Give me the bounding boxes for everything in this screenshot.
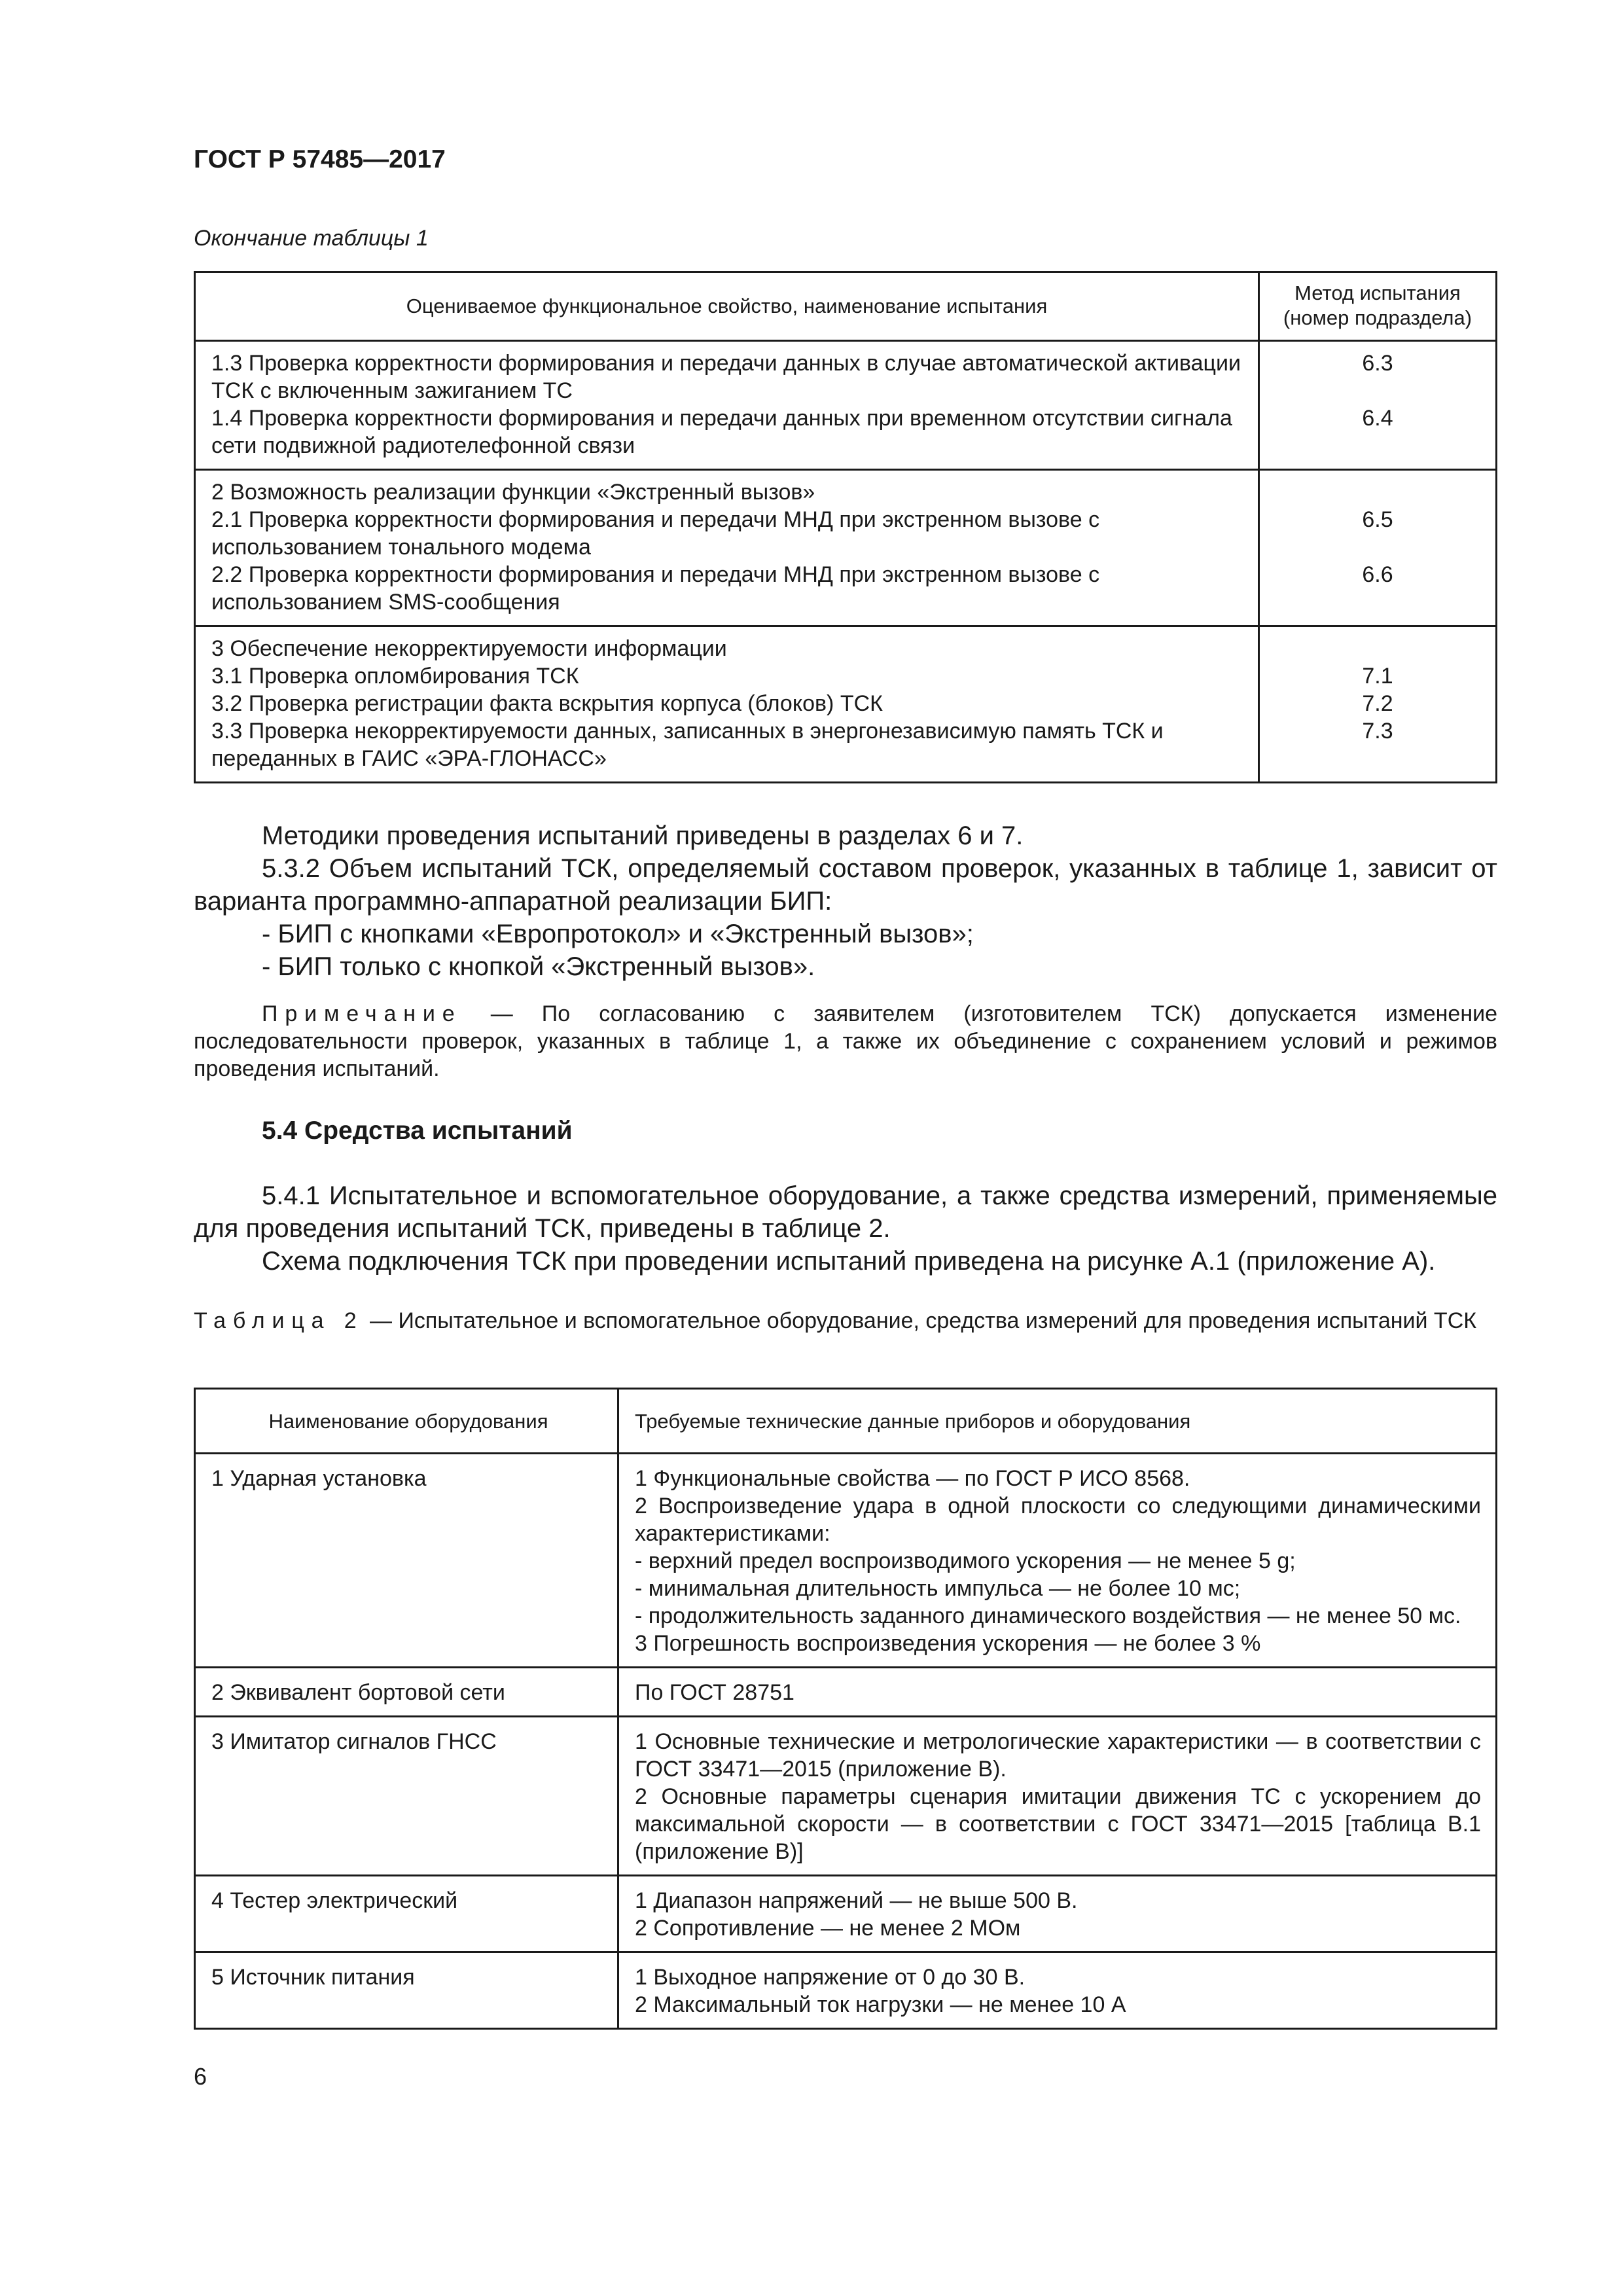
table-row	[195, 470, 1497, 626]
spec-line: 3 Погрешность воспроизведения ускорения — не более 3 %	[635, 1631, 1261, 1656]
table-row	[195, 1668, 1497, 1717]
spec-line: 1 Основные технические и метрологические характеристики — в соответствии с ГОСТ 33471—2015 (приложение В).	[635, 1729, 1481, 1782]
method-7-1: 7.1	[1362, 664, 1393, 689]
method-6-5: 6.5	[1362, 507, 1393, 532]
table1-group1-text	[195, 341, 1259, 470]
spec-line: 2 Максимальный ток нагрузки — не менее 10 А	[635, 1992, 1126, 2017]
table1-item-3-1: 3.1 Проверка опломбирования ТСК	[211, 664, 579, 689]
table1-item-1-4: 1.4 Проверка корректности формирования и передачи данных при временном отсутствии сигнала сети подвижной радиотелефонной связи	[211, 406, 1232, 458]
method-7-2: 7.2	[1362, 691, 1393, 716]
table-row	[195, 1952, 1497, 2029]
spec-line: 2 Сопротивление — не менее 2 МОм	[635, 1916, 1021, 1941]
table1-group3-methods	[1259, 626, 1497, 783]
table1-group2-text	[195, 470, 1259, 626]
spec-line: 2 Воспроизведение удара в одной плоскости со следующими динамическими характеристиками:	[635, 1494, 1481, 1546]
table-2	[194, 1388, 1497, 2030]
table1-col2-header-line2: (номер подраздела)	[1283, 306, 1472, 329]
equipment-specs	[618, 1454, 1497, 1668]
table-row	[195, 341, 1497, 470]
equipment-name: 2 Эквивалент бортовой сети	[195, 1668, 618, 1717]
table2-caption-label: Таблица 2	[194, 1308, 364, 1333]
table1-group3-title: 3 Обеспечение некорректируемости информации	[211, 636, 727, 661]
equipment-specs	[618, 1717, 1497, 1876]
spec-line: - продолжительность заданного динамического воздействия — не менее 50 мс.	[635, 1604, 1461, 1628]
equipment-name: 3 Имитатор сигналов ГНСС	[195, 1717, 618, 1876]
equipment-specs	[618, 1668, 1497, 1717]
spec-line: - верхний предел воспроизводимого ускорения — не менее 5 g;	[635, 1549, 1296, 1573]
bullet-item-1: - БИП с кнопками «Европротокол» и «Экстренный вызов»;	[262, 920, 974, 948]
paragraph-scheme: Схема подключения ТСК при проведении испытаний приведена на рисунке А.1 (приложение А).	[262, 1247, 1436, 1276]
table1-group1-methods	[1259, 341, 1497, 470]
table-1	[194, 271, 1497, 783]
equipment-name: 5 Источник питания	[195, 1952, 618, 2029]
method-6-4: 6.4	[1362, 406, 1393, 431]
bullet-item-2: - БИП только с кнопкой «Экстренный вызов».	[262, 952, 815, 981]
paragraph-5-3-2: 5.3.2 Объем испытаний ТСК, определяемый составом проверок, указанных в таблице 1, зависит от варианта программно-аппаратной реализации БИП:	[194, 854, 1497, 916]
section-5-4-title: 5.4 Средства испытаний	[262, 1117, 573, 1145]
table1-group2-methods	[1259, 470, 1497, 626]
table1-item-3-3: 3.3 Проверка некорректируемости данных, записанных в энергонезависимую память ТСК и переданных в ГАИС «ЭРА-ГЛОНАСС»	[211, 719, 1164, 771]
table1-group3-text	[195, 626, 1259, 783]
table1-group2-title: 2 Возможность реализации функции «Экстренный вызов»	[211, 480, 815, 505]
table1-item-1-3: 1.3 Проверка корректности формирования и передачи данных в случае автоматической активации ТСК с включенным зажиганием ТС	[211, 351, 1241, 403]
table1-continuation-label: Окончание таблицы 1	[194, 226, 429, 251]
paragraph-methods: Методики проведения испытаний приведены в разделах 6 и 7.	[262, 821, 1024, 850]
paragraph-5-4-1: 5.4.1 Испытательное и вспомогательное оборудование, а также средства измерений, применяемые для проведения испытаний ТСК, приведены в таблице 2.	[194, 1181, 1497, 1243]
document-code: ГОСТ Р 57485—2017	[194, 145, 446, 173]
table2-col2-header: Требуемые технические данные приборов и оборудования	[618, 1389, 1497, 1454]
method-6-3: 6.3	[1362, 351, 1393, 376]
note	[194, 1000, 1497, 1083]
method-6-6: 6.6	[1362, 562, 1393, 587]
table-row	[195, 1717, 1497, 1876]
table2-header-row	[195, 1389, 1497, 1454]
note-label: Примечание	[262, 1001, 462, 1026]
table1-item-3-2: 3.2 Проверка регистрации факта вскрытия корпуса (блоков) ТСК	[211, 691, 883, 716]
table2-caption-text: — Испытательное и вспомогательное оборудование, средства измерений для проведения испытаний ТСК	[363, 1308, 1477, 1333]
table-row	[195, 626, 1497, 783]
table1-col2-header	[1259, 272, 1497, 341]
table2-caption	[194, 1306, 1497, 1335]
table-row	[195, 1876, 1497, 1952]
page-number: 6	[194, 2063, 207, 2090]
table-row	[195, 1454, 1497, 1668]
spec-line: - минимальная длительность импульса — не более 10 мс;	[635, 1576, 1241, 1601]
spec-line: По ГОСТ 28751	[635, 1680, 794, 1705]
spec-line: 1 Диапазон напряжений — не выше 500 В.	[635, 1888, 1078, 1913]
method-7-3: 7.3	[1362, 719, 1393, 744]
table2-col1-header: Наименование оборудования	[195, 1389, 618, 1454]
table1-header-row	[195, 272, 1497, 341]
table1-item-2-1: 2.1 Проверка корректности формирования и передачи МНД при экстренном вызове с использованием тонального модема	[211, 507, 1100, 560]
spec-line: 1 Выходное напряжение от 0 до 30 В.	[635, 1965, 1026, 1990]
table1-col1-header: Оцениваемое функциональное свойство, наименование испытания	[195, 272, 1259, 341]
note-text: — По согласованию с заявителем (изготовителем ТСК) допускается изменение последовательности проверок, указанных в таблице 1, а также их объединение с сохранением условий и режимов проведения испытаний.	[194, 1001, 1497, 1081]
equipment-specs	[618, 1952, 1497, 2029]
spec-line: 2 Основные параметры сценария имитации движения ТС с ускорением до максимальной скорости — в соответствии с ГОСТ 33471—2015 [таблица В.1 (приложение В)]	[635, 1784, 1481, 1864]
spec-line: 1 Функциональные свойства — по ГОСТ Р ИСО 8568.	[635, 1466, 1190, 1491]
equipment-name: 1 Ударная установка	[195, 1454, 618, 1668]
table1-item-2-2: 2.2 Проверка корректности формирования и передачи МНД при экстренном вызове с использованием SMS-сообщения	[211, 562, 1100, 615]
equipment-specs	[618, 1876, 1497, 1952]
equipment-name: 4 Тестер электрический	[195, 1876, 618, 1952]
table1-col2-header-line1: Метод испытания	[1294, 281, 1461, 304]
